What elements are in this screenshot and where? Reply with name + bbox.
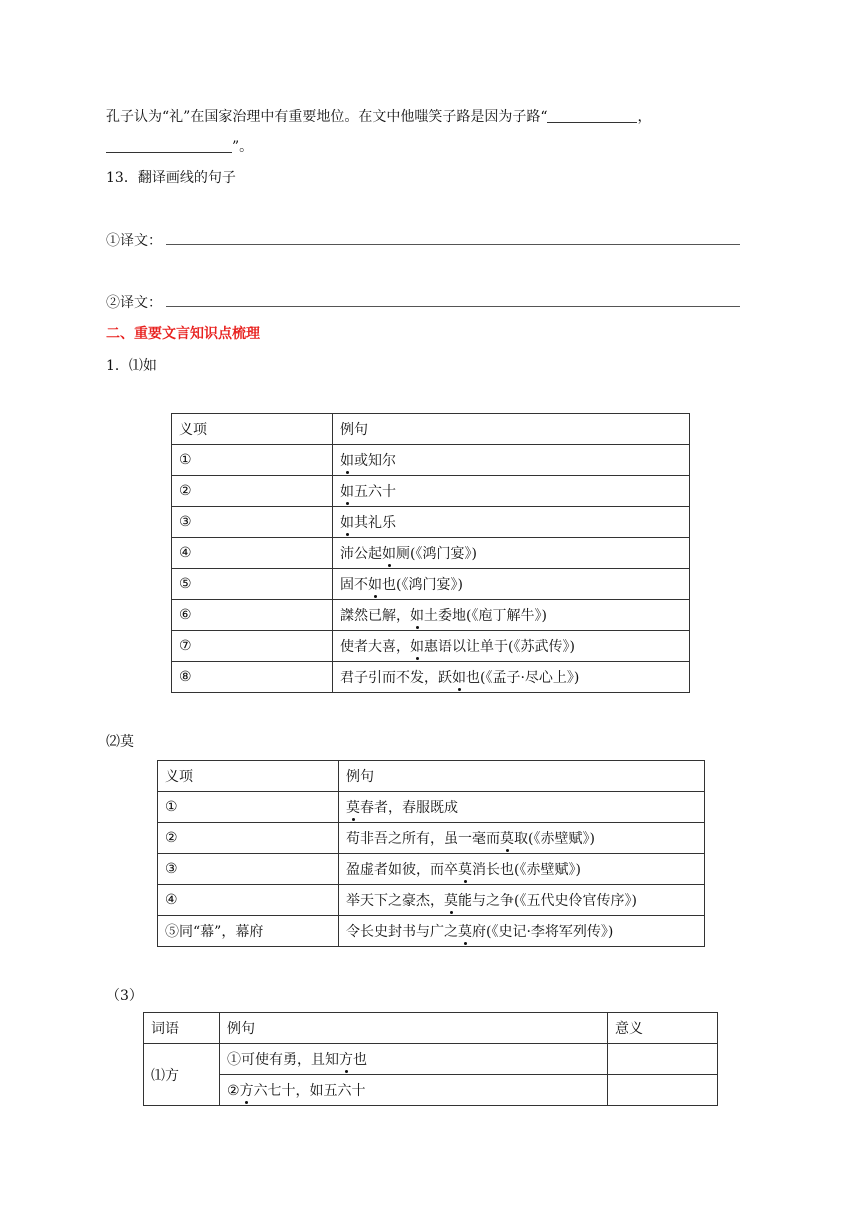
section-heading: 二、重要文言知识点梳理	[106, 326, 260, 342]
translation-2-label: ②译文：	[106, 295, 162, 311]
mo-table-body	[158, 792, 705, 947]
meaning-cell: ⑧	[172, 662, 333, 693]
header-example: 例句	[220, 1013, 608, 1044]
emphasis-char: 莫	[458, 921, 472, 941]
meaning-cell: ③	[158, 854, 339, 885]
table-row	[158, 823, 705, 854]
table-row	[172, 631, 690, 662]
emphasis-char: 如	[452, 667, 466, 687]
emphasis-char: 如	[382, 543, 396, 563]
meaning-answer-cell[interactable]	[608, 1075, 718, 1106]
fang-table	[143, 1012, 718, 1106]
emphasis-char: 如	[410, 605, 424, 625]
header-word: 词语	[144, 1013, 220, 1044]
meaning-cell: ②	[172, 476, 333, 507]
ru-table	[171, 413, 690, 693]
example-cell: 沛公起如厕(《鸿门宴》)	[333, 538, 690, 569]
example-cell: 固不如也(《鸿门宴》)	[333, 569, 690, 600]
table-row	[158, 792, 705, 823]
mo-table	[157, 760, 705, 947]
table-row	[172, 538, 690, 569]
answer-blank-1[interactable]	[547, 108, 637, 123]
table-header-row	[144, 1013, 718, 1044]
question-intro-text: 孔子认为“礼”在国家治理中有重要地位。在文中他嗤笑子路是因为子路“	[106, 109, 548, 125]
table-row	[144, 1075, 718, 1106]
meaning-cell: ③	[172, 507, 333, 538]
table-row	[172, 476, 690, 507]
emphasis-char: 莫	[346, 797, 360, 817]
meaning-cell: ①	[158, 792, 339, 823]
header-meaning: 意义	[608, 1013, 718, 1044]
ru-table-body	[172, 445, 690, 693]
example-cell: 莫春者，春服既成	[339, 792, 705, 823]
emphasis-char: 如	[340, 512, 354, 532]
example-cell: 君子引而不发，跃如也(《孟子·尽心上》)	[333, 662, 690, 693]
emphasis-char: 莫	[500, 828, 514, 848]
meaning-cell: ⑤同“幕”，幕府	[158, 916, 339, 947]
header-example: 例句	[333, 414, 690, 445]
example-cell: 如或知尔	[333, 445, 690, 476]
table-header-row	[158, 761, 705, 792]
mo-title: ⑵莫	[106, 734, 134, 750]
emphasis-char: 如	[340, 450, 354, 470]
header-meaning: 义项	[172, 414, 333, 445]
example-cell: 苟非吾之所有，虽一毫而莫取(《赤壁赋》)	[339, 823, 705, 854]
question-intro-line1	[106, 106, 651, 126]
question-intro-line2	[106, 136, 253, 156]
example-cell: ②方六七十，如五六十	[220, 1075, 608, 1106]
emphasis-char: 莫	[458, 859, 472, 879]
header-example: 例句	[339, 761, 705, 792]
q13-title: 13．翻译画线的句子	[106, 170, 236, 186]
meaning-answer-cell[interactable]	[608, 1044, 718, 1075]
meaning-cell: ④	[172, 538, 333, 569]
translation-1-label: ①译文：	[106, 233, 162, 249]
ru-title: 1．⑴如	[106, 358, 157, 374]
example-cell: 举天下之豪杰，莫能与之争(《五代史伶官传序》)	[339, 885, 705, 916]
table-row	[172, 507, 690, 538]
example-cell: 盈虚者如彼，而卒莫消长也(《赤壁赋》)	[339, 854, 705, 885]
fang-title: （3）	[106, 988, 143, 1004]
emphasis-char: 方	[339, 1049, 353, 1069]
meaning-cell: ①	[172, 445, 333, 476]
example-cell: 如五六十	[333, 476, 690, 507]
meaning-cell: ②	[158, 823, 339, 854]
emphasis-char: 方	[240, 1080, 254, 1100]
example-cell: 謋然已解，如土委地(《庖丁解牛》)	[333, 600, 690, 631]
table-row	[172, 600, 690, 631]
header-meaning: 义项	[158, 761, 339, 792]
meaning-cell: ⑦	[172, 631, 333, 662]
question-intro-comma: ，	[637, 109, 652, 125]
example-cell: 令长史封书与广之莫府(《史记·李将军列传》)	[339, 916, 705, 947]
table-row	[158, 916, 705, 947]
table-header-row	[172, 414, 690, 445]
translation-1-line[interactable]	[166, 244, 740, 245]
table-row	[172, 445, 690, 476]
meaning-cell: ④	[158, 885, 339, 916]
table-row	[172, 569, 690, 600]
table-row	[158, 854, 705, 885]
meaning-cell: ⑤	[172, 569, 333, 600]
table-row	[144, 1044, 718, 1075]
emphasis-char: 莫	[444, 890, 458, 910]
question-intro-end: ”。	[232, 139, 254, 155]
emphasis-char: 如	[340, 481, 354, 501]
table-row	[172, 662, 690, 693]
meaning-cell: ⑥	[172, 600, 333, 631]
answer-blank-2[interactable]	[106, 138, 232, 153]
emphasis-char: 如	[410, 636, 424, 656]
table-row	[158, 885, 705, 916]
example-cell: 使者大喜，如惠语以让单于(《苏武传》)	[333, 631, 690, 662]
word-cell: ⑴方	[144, 1044, 220, 1106]
example-cell: 如其礼乐	[333, 507, 690, 538]
translation-2-line[interactable]	[166, 306, 740, 307]
emphasis-char: 如	[368, 574, 382, 594]
example-cell: ①可使有勇，且知方也	[220, 1044, 608, 1075]
